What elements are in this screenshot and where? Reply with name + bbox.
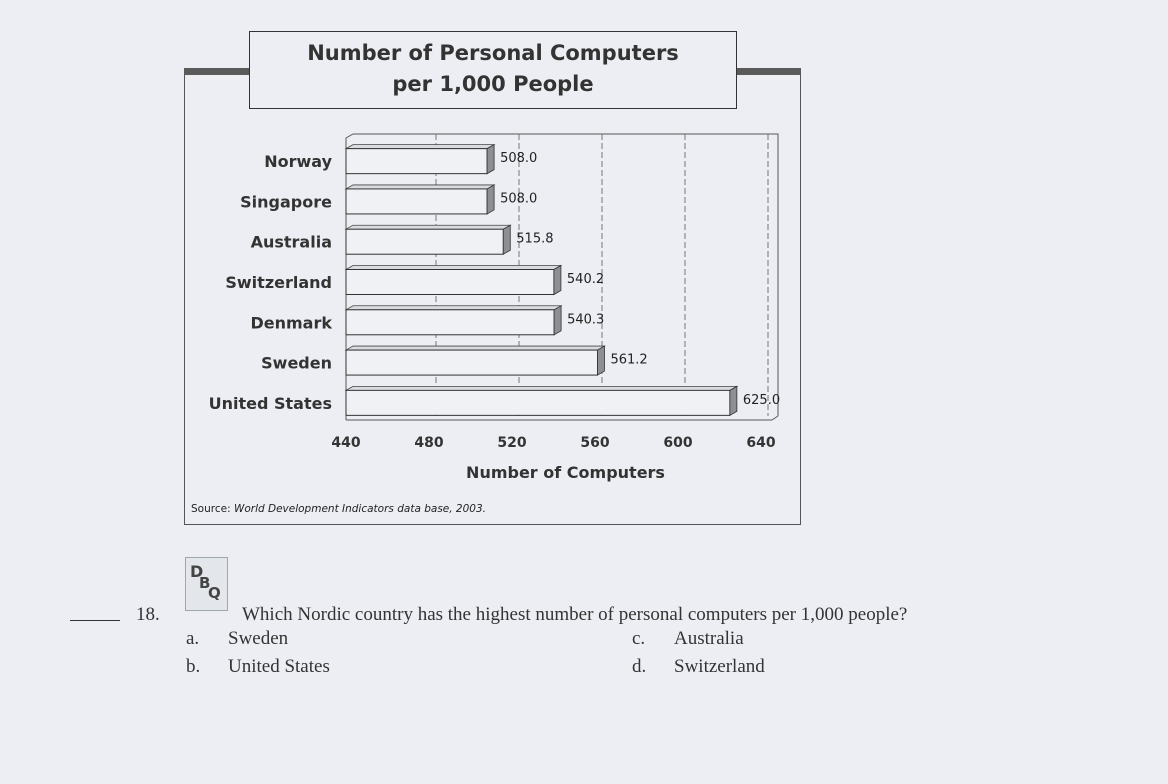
bar-australia xyxy=(346,229,503,254)
option-c[interactable] xyxy=(632,628,744,650)
option-a-text: Sweden xyxy=(228,628,289,649)
x-tick-520: 520 xyxy=(497,435,527,451)
bar-end-6 xyxy=(730,386,737,415)
value-label-6: 625.0 xyxy=(742,392,781,408)
option-a[interactable] xyxy=(186,628,288,650)
chart-title-line-1: Number of Personal Computers xyxy=(307,41,679,65)
bar-top-2 xyxy=(346,225,510,229)
bar-top-6 xyxy=(346,386,737,390)
option-c-letter: c. xyxy=(632,628,646,649)
chart-title-line-2: per 1,000 People xyxy=(392,72,594,96)
value-label-2: 515.8 xyxy=(516,231,554,247)
value-label-3: 540.2 xyxy=(566,272,605,287)
option-b-text: United States xyxy=(228,656,330,677)
category-label-3: Switzerland xyxy=(225,273,332,292)
option-d-letter: d. xyxy=(632,656,647,677)
answer-blank[interactable] xyxy=(70,620,120,621)
bar-norway xyxy=(346,149,487,174)
bar-end-2 xyxy=(503,225,510,254)
title-rule-right xyxy=(736,68,801,75)
source-text: World Development Indicators data base, 2003. xyxy=(233,503,486,515)
bar-top-5 xyxy=(346,346,604,350)
option-b[interactable] xyxy=(186,656,330,678)
category-label-6: United States xyxy=(208,393,332,413)
option-b-letter: b. xyxy=(186,656,201,677)
bar-end-5 xyxy=(597,346,604,375)
option-d[interactable] xyxy=(632,656,765,678)
chart-source xyxy=(191,503,486,515)
bar-chart xyxy=(184,120,794,495)
option-a-letter: a. xyxy=(186,628,200,649)
bar-united-states xyxy=(346,390,730,415)
x-tick-560: 560 xyxy=(580,435,610,451)
bar-denmark xyxy=(346,310,554,335)
bar-sweden xyxy=(346,350,597,375)
bar-top-4 xyxy=(346,306,561,310)
bar-end-4 xyxy=(554,306,561,335)
dbq-icon: D B Q xyxy=(185,557,228,611)
value-label-0: 508.0 xyxy=(500,151,538,167)
category-label-4: Denmark xyxy=(250,313,332,333)
bar-end-3 xyxy=(554,266,561,295)
bar-switzerland xyxy=(346,270,554,295)
source-prefix: Source: xyxy=(191,503,231,515)
x-axis-title: Number of Computers xyxy=(466,463,665,482)
bar-singapore xyxy=(346,189,487,214)
option-c-text: Australia xyxy=(674,628,744,649)
bar-top-3 xyxy=(346,266,561,270)
value-label-4: 540.3 xyxy=(567,312,605,328)
title-rule-left xyxy=(184,68,250,75)
value-label-5: 561.2 xyxy=(610,352,648,368)
category-label-5: Sweden xyxy=(261,353,332,373)
x-tick-600: 600 xyxy=(663,435,693,451)
category-label-0: Norway xyxy=(264,152,332,172)
category-label-2: Australia xyxy=(250,232,332,252)
question-text: Which Nordic country has the highest number of personal computers per 1,000 people? xyxy=(242,604,908,625)
question-number: 18. xyxy=(136,604,160,625)
bar-top-0 xyxy=(346,145,494,149)
chart-title xyxy=(249,31,737,109)
bar-end-0 xyxy=(487,145,494,174)
option-d-text: Switzerland xyxy=(674,656,765,677)
bar-end-1 xyxy=(487,185,494,214)
floor-edge xyxy=(772,416,778,420)
bar-top-1 xyxy=(346,185,494,189)
category-label-1: Singapore xyxy=(240,192,332,212)
x-tick-440: 440 xyxy=(331,435,361,451)
x-tick-640: 640 xyxy=(746,435,776,451)
x-tick-480: 480 xyxy=(414,435,444,451)
value-label-1: 508.0 xyxy=(500,191,538,207)
